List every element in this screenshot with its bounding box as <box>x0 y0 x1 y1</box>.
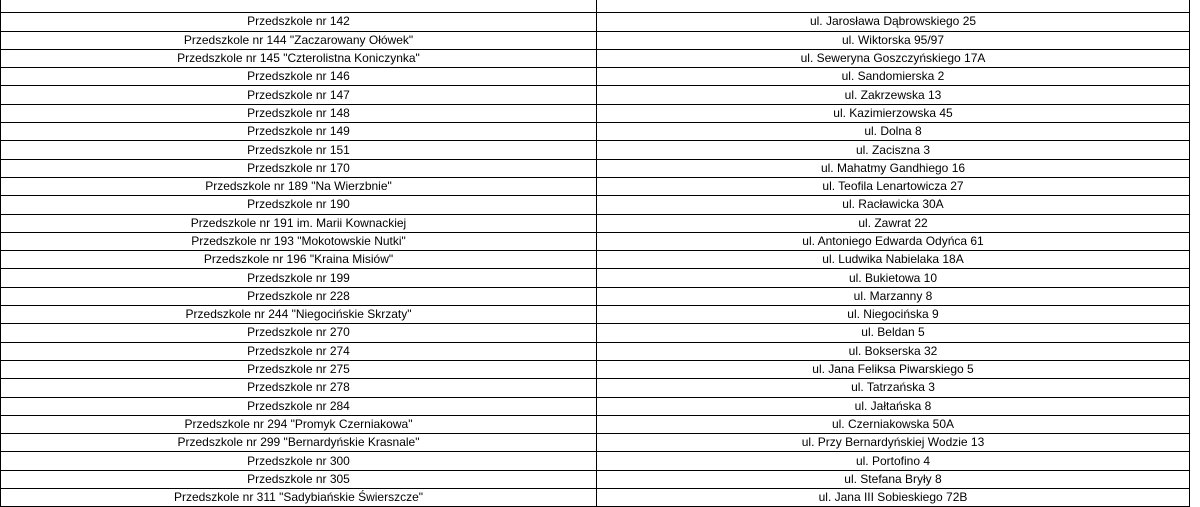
address-cell[interactable] <box>597 0 1190 13</box>
kindergarten-name-cell[interactable]: Przedszkole nr 193 "Mokotowskie Nutki" <box>1 232 597 250</box>
kindergarten-name-cell[interactable]: Przedszkole nr 151 <box>1 141 597 159</box>
table-row <box>1 287 1200 305</box>
kindergarten-address-cell[interactable]: ul. Wiktorska 95/97 <box>597 31 1190 49</box>
empty-cell <box>1190 104 1200 122</box>
kindergarten-name-cell[interactable]: Przedszkole nr 190 <box>1 196 597 214</box>
table-row <box>1 324 1200 342</box>
table-row <box>1 141 1200 159</box>
kindergarten-name-cell[interactable]: Przedszkole nr 170 <box>1 159 597 177</box>
table-row <box>1 49 1200 67</box>
empty-cell <box>1190 415 1200 433</box>
kindergarten-address-cell[interactable]: ul. Marzanny 8 <box>597 287 1190 305</box>
table-row <box>1 306 1200 324</box>
kindergarten-name-cell[interactable]: Przedszkole nr 196 "Kraina Misiów" <box>1 251 597 269</box>
kindergarten-address-cell[interactable]: ul. Niegocińska 9 <box>597 306 1190 324</box>
table-row <box>1 397 1200 415</box>
kindergarten-address-cell[interactable]: ul. Sandomierska 2 <box>597 68 1190 86</box>
kindergarten-address-cell[interactable]: ul. Ludwika Nabielaka 18A <box>597 251 1190 269</box>
table-row <box>1 31 1200 49</box>
empty-cell <box>1190 470 1200 488</box>
empty-cell <box>1190 324 1200 342</box>
table-row <box>1 123 1200 141</box>
empty-cell <box>1190 123 1200 141</box>
kindergarten-address-cell[interactable]: ul. Kazimierzowska 45 <box>597 104 1190 122</box>
kindergarten-name-cell[interactable]: Przedszkole nr 189 "Na Wierzbnie" <box>1 177 597 195</box>
kindergarten-address-cell[interactable]: ul. Stefana Bryły 8 <box>597 470 1190 488</box>
kindergarten-address-cell[interactable]: ul. Zawrat 22 <box>597 214 1190 232</box>
name-cell[interactable] <box>1 0 597 13</box>
empty-cell <box>1190 452 1200 470</box>
empty-cell <box>1190 287 1200 305</box>
empty-cell <box>1190 196 1200 214</box>
kindergarten-name-cell[interactable]: Przedszkole nr 300 <box>1 452 597 470</box>
kindergarten-address-cell[interactable]: ul. Dolna 8 <box>597 123 1190 141</box>
table-row <box>1 489 1200 507</box>
kindergarten-address-cell[interactable]: ul. Portofino 4 <box>597 452 1190 470</box>
kindergarten-address-cell[interactable]: ul. Bokserska 32 <box>597 342 1190 360</box>
table-row <box>1 379 1200 397</box>
kindergarten-name-cell[interactable]: Przedszkole nr 294 "Promyk Czerniakowa" <box>1 415 597 433</box>
empty-cell <box>1190 360 1200 378</box>
table-row <box>1 470 1200 488</box>
kindergarten-name-cell[interactable]: Przedszkole nr 284 <box>1 397 597 415</box>
kindergarten-name-cell[interactable]: Przedszkole nr 244 "Niegocińskie Skrzaty" <box>1 306 597 324</box>
kindergarten-address-cell[interactable]: ul. Beldan 5 <box>597 324 1190 342</box>
empty-cell <box>1190 232 1200 250</box>
kindergarten-address-cell[interactable]: ul. Zakrzewska 13 <box>597 86 1190 104</box>
table-row <box>1 452 1200 470</box>
kindergarten-name-cell[interactable]: Przedszkole nr 148 <box>1 104 597 122</box>
kindergarten-name-cell[interactable]: Przedszkole nr 199 <box>1 269 597 287</box>
empty-cell <box>1190 397 1200 415</box>
kindergarten-name-cell[interactable]: Przedszkole nr 142 <box>1 13 597 31</box>
kindergarten-name-cell[interactable]: Przedszkole nr 147 <box>1 86 597 104</box>
table-row <box>1 68 1200 86</box>
kindergarten-address-cell[interactable]: ul. Zaciszna 3 <box>597 141 1190 159</box>
kindergarten-address-cell[interactable]: ul. Jana Feliksa Piwarskiego 5 <box>597 360 1190 378</box>
kindergarten-address-cell[interactable]: ul. Jałtańska 8 <box>597 397 1190 415</box>
empty-cell <box>1190 49 1200 67</box>
kindergarten-name-cell[interactable]: Przedszkole nr 275 <box>1 360 597 378</box>
empty-cell <box>1190 177 1200 195</box>
empty-cell <box>1190 342 1200 360</box>
kindergarten-name-cell[interactable]: Przedszkole nr 228 <box>1 287 597 305</box>
table-row <box>1 159 1200 177</box>
empty-cell <box>1190 306 1200 324</box>
table-row <box>1 177 1200 195</box>
table-row <box>1 415 1200 433</box>
kindergarten-name-cell[interactable]: Przedszkole nr 278 <box>1 379 597 397</box>
table-row <box>1 434 1200 452</box>
kindergarten-name-cell[interactable]: Przedszkole nr 144 "Zaczarowany Ołówek" <box>1 31 597 49</box>
kindergarten-address-cell[interactable]: ul. Racławicka 30A <box>597 196 1190 214</box>
table-body <box>1 0 1200 507</box>
empty-cell <box>1190 68 1200 86</box>
empty-cell <box>1190 86 1200 104</box>
empty-cell <box>1190 141 1200 159</box>
empty-cell <box>1190 269 1200 287</box>
kindergarten-address-cell[interactable]: ul. Czerniakowska 50A <box>597 415 1190 433</box>
table-row <box>1 251 1200 269</box>
kindergarten-address-cell[interactable]: ul. Tatrzańska 3 <box>597 379 1190 397</box>
empty-cell <box>1190 434 1200 452</box>
kindergarten-address-cell[interactable]: ul. Teofila Lenartowicza 27 <box>597 177 1190 195</box>
kindergarten-address-cell[interactable]: ul. Mahatmy Gandhiego 16 <box>597 159 1190 177</box>
empty-cell <box>1190 159 1200 177</box>
table-row <box>1 269 1200 287</box>
kindergarten-name-cell[interactable]: Przedszkole nr 146 <box>1 68 597 86</box>
table-row <box>1 86 1200 104</box>
kindergarten-name-cell[interactable]: Przedszkole nr 270 <box>1 324 597 342</box>
table-row <box>1 360 1200 378</box>
empty-cell <box>1190 251 1200 269</box>
kindergarten-name-cell[interactable]: Przedszkole nr 305 <box>1 470 597 488</box>
table-row <box>1 196 1200 214</box>
empty-cell <box>1190 214 1200 232</box>
empty-cell <box>1190 379 1200 397</box>
kindergarten-name-cell[interactable]: Przedszkole nr 191 im. Marii Kownackiej <box>1 214 597 232</box>
kindergarten-address-cell[interactable]: ul. Jana III Sobieskiego 72B <box>597 489 1190 507</box>
kindergarten-name-cell[interactable]: Przedszkole nr 149 <box>1 123 597 141</box>
table-row <box>1 13 1200 31</box>
kindergarten-address-cell[interactable]: ul. Przy Bernardyńskiej Wodzie 13 <box>597 434 1190 452</box>
table-row <box>1 104 1200 122</box>
kindergarten-address-cell[interactable]: ul. Jarosława Dąbrowskiego 25 <box>597 13 1190 31</box>
empty-cell <box>1190 0 1200 13</box>
kindergarten-name-cell[interactable]: Przedszkole nr 311 "Sadybiańskie Świerszcze" <box>1 489 597 507</box>
table-row-top-edge <box>1 0 1200 13</box>
kindergarten-name-cell[interactable]: Przedszkole nr 145 "Czterolistna Koniczynka" <box>1 49 597 67</box>
empty-cell <box>1190 489 1200 507</box>
table-row <box>1 214 1200 232</box>
kindergarten-name-cell[interactable]: Przedszkole nr 274 <box>1 342 597 360</box>
kindergarten-address-cell[interactable]: ul. Bukietowa 10 <box>597 269 1190 287</box>
empty-cell <box>1190 31 1200 49</box>
kindergarten-name-cell[interactable]: Przedszkole nr 299 "Bernardyńskie Krasnale" <box>1 434 597 452</box>
kindergarten-address-cell[interactable]: ul. Antoniego Edwarda Odyńca 61 <box>597 232 1190 250</box>
table-row <box>1 232 1200 250</box>
kindergarten-address-cell[interactable]: ul. Seweryna Goszczyńskiego 17A <box>597 49 1190 67</box>
empty-cell <box>1190 13 1200 31</box>
table-row <box>1 342 1200 360</box>
